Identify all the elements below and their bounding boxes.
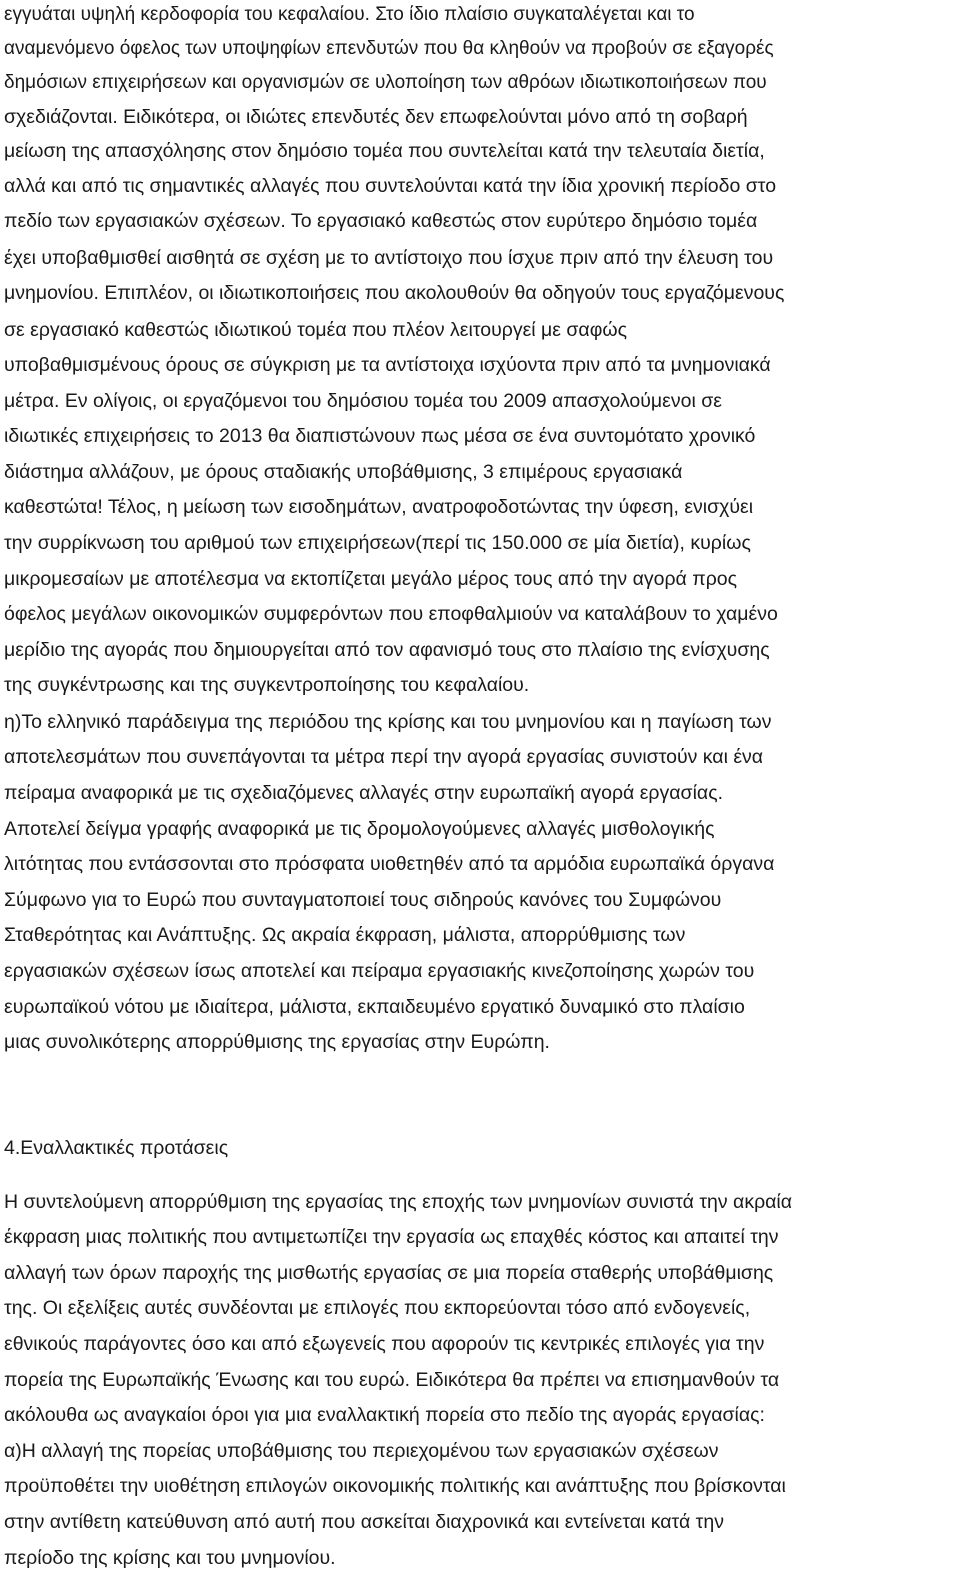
paragraph-1-line: πεδίο των εργασιακών σχέσεων. Το εργασιακό καθεστώς στον ευρύτερο δημόσιο τομέα: [4, 210, 758, 232]
paragraph-1-line: μικρομεσαίων με αποτέλεσμα να εκτοπίζεται μεγάλο μέρος τους από την αγορά προς: [4, 568, 738, 590]
paragraph-1-line: έχει υποβαθμισθεί αισθητά σε σχέση με το αντίστοιχο που ίσχυε πριν από την έλευση του: [4, 247, 774, 269]
paragraph-2-line: Σύμφωνο για το Ευρώ που συνταγματοποιεί τους σιδηρούς κανόνες του Συμφώνου: [4, 889, 722, 911]
paragraph-3-line: ακόλουθα ως αναγκαίοι όροι για μια εναλλακτική πορεία στο πεδίο της αγοράς εργασίας:: [4, 1404, 765, 1426]
paragraph-1-line: δημόσιων επιχειρήσεων και οργανισμών σε υλοποίηση των αθρόων ιδιωτικοποιήσεων που: [4, 72, 767, 93]
paragraph-3-line: α)Η αλλαγή της πορείας υποβάθμισης του περιεχομένου των εργασιακών σχέσεων: [4, 1440, 719, 1462]
paragraph-1-line: μερίδιο της αγοράς που δημιουργείται από τον αφανισμό τους στο πλαίσιο της ενίσχυσης: [4, 639, 770, 661]
paragraph-3-line: προϋποθέτει την υιοθέτηση επιλογών οικονομικής πολιτικής και ανάπτυξης που βρίσκονται: [4, 1475, 786, 1497]
paragraph-1-line: σε εργασιακό καθεστώς ιδιωτικού τομέα που πλέον λειτουργεί με σαφώς: [4, 319, 627, 341]
paragraph-3-line: έκφραση μιας πολιτικής που αντιμετωπίζει την εργασία ως επαχθές κόστος και απαιτεί την: [4, 1226, 779, 1248]
paragraph-1-line: σχεδιάζονται. Ειδικότερα, οι ιδιώτες επενδυτές δεν επωφελούνται μόνο από τη σοβαρή: [4, 106, 748, 128]
paragraph-2-line: αποτελεσμάτων που συνεπάγονται τα μέτρα περί την αγορά εργασίας συνιστούν και ένα: [4, 746, 764, 768]
paragraph-1-line: μέτρα. Εν ολίγοις, οι εργαζόμενοι του δημόσιου τομέα του 2009 απασχολούμενοι σε: [4, 390, 722, 412]
paragraph-1-line: διάστημα αλλάζουν, με όρους σταδιακής υποβάθμισης, 3 επιμέρους εργασιακά: [4, 461, 683, 483]
paragraph-3-line: στην αντίθετη κατεύθυνση από αυτή που ασκείται διαχρονικά και εντείνεται κατά την: [4, 1511, 724, 1533]
paragraph-1-line: ιδιωτικές επιχειρήσεις το 2013 θα διαπιστώνουν πως μέσα σε ένα συντομότατο χρονικό: [4, 425, 756, 447]
paragraph-1-line: εγγυάται υψηλή κερδοφορία του κεφαλαίου. Στο ίδιο πλαίσιο συγκαταλέγεται και το: [4, 4, 695, 25]
paragraph-2-line: μιας συνολικότερης απορρύθμισης της εργασίας στην Ευρώπη.: [4, 1031, 550, 1053]
paragraph-1-line: όφελος μεγάλων οικονομικών συμφερόντων που εποφθαλμιούν να καταλάβουν το χαμένο: [4, 603, 778, 625]
paragraph-2-line: ευρωπαϊκού νότου με ιδιαίτερα, μάλιστα, εκπαιδευμένο εργατικό δυναμικό στο πλαίσιο: [4, 996, 745, 1018]
paragraph-1-line: μνημονίου. Επιπλέον, οι ιδιωτικοποιήσεις που ακολουθούν θα οδηγούν τους εργαζόμενους: [4, 282, 785, 304]
paragraph-1-line: μείωση της απασχόλησης στον δημόσιο τομέα που συντελείται κατά την τελευταία διετία,: [4, 140, 765, 162]
section-heading: 4.Εναλλακτικές προτάσεις: [4, 1137, 229, 1159]
paragraph-1-line: αλλά και από τις σημαντικές αλλαγές που συντελούνται κατά την ίδια χρονική περίοδο στο: [4, 175, 777, 197]
paragraph-1-line: της συγκέντρωσης και της συγκεντροποίησης του κεφαλαίου.: [4, 674, 530, 696]
paragraph-3-line: πορεία της Ευρωπαϊκής Ένωσης και του ευρώ. Ειδικότερα θα πρέπει να επισημανθούν τα: [4, 1369, 780, 1391]
paragraph-3-line: περίοδο της κρίσης και του μνημονίου.: [4, 1547, 336, 1569]
paragraph-2-line: λιτότητας που εντάσσονται στο πρόσφατα υιοθετηθέν από τα αρμόδια ευρωπαϊκά όργανα: [4, 853, 775, 875]
paragraph-1-line: υποβαθμισμένους όρους σε σύγκριση με τα αντίστοιχα ισχύοντα πριν από τα μνημονιακά: [4, 354, 771, 376]
paragraph-1-line: αναμενόμενο όφελος των υποψηφίων επενδυτών που θα κληθούν να προβούν σε εξαγορές: [4, 38, 774, 59]
paragraph-2-line: η)Το ελληνικό παράδειγμα της περιόδου της κρίσης και του μνημονίου και η παγίωση των: [4, 711, 772, 733]
paragraph-3-line: της. Οι εξελίξεις αυτές συνδέονται με επιλογές που εκπορεύονται τόσο από ενδογενείς,: [4, 1297, 751, 1319]
paragraph-1-line: καθεστώτα! Τέλος, η μείωση των εισοδημάτων, ανατροφοδοτώντας την ύφεση, ενισχύει: [4, 496, 754, 518]
paragraph-2-line: εργασιακών σχέσεων ίσως αποτελεί και πείραμα εργασιακής κινεζοποίησης χωρών του: [4, 960, 755, 982]
paragraph-2-line: Αποτελεί δείγμα γραφής αναφορικά με τις δρομολογούμενες αλλαγές μισθολογικής: [4, 818, 715, 840]
paragraph-2-line: Σταθερότητας και Ανάπτυξης. Ως ακραία έκφραση, μάλιστα, απορρύθμισης των: [4, 924, 686, 946]
paragraph-3-line: Η συντελούμενη απορρύθμιση της εργασίας της εποχής των μνημονίων συνιστά την ακραία: [4, 1191, 793, 1213]
paragraph-3-line: αλλαγή των όρων παροχής της μισθωτής εργασίας σε μια πορεία σταθερής υποβάθμισης: [4, 1262, 774, 1284]
paragraph-2-line: πείραμα αναφορικά με τις σχεδιαζόμενες αλλαγές στην ευρωπαϊκή αγορά εργασίας.: [4, 782, 724, 804]
paragraph-1-line: την συρρίκνωση του αριθμού των επιχειρήσεων(περί τις 150.000 σε μία διετία), κυρίως: [4, 532, 751, 554]
paragraph-3-line: εθνικούς παράγοντες όσο και από εξωγενείς που αφορούν τις κεντρικές επιλογές για την: [4, 1333, 765, 1355]
